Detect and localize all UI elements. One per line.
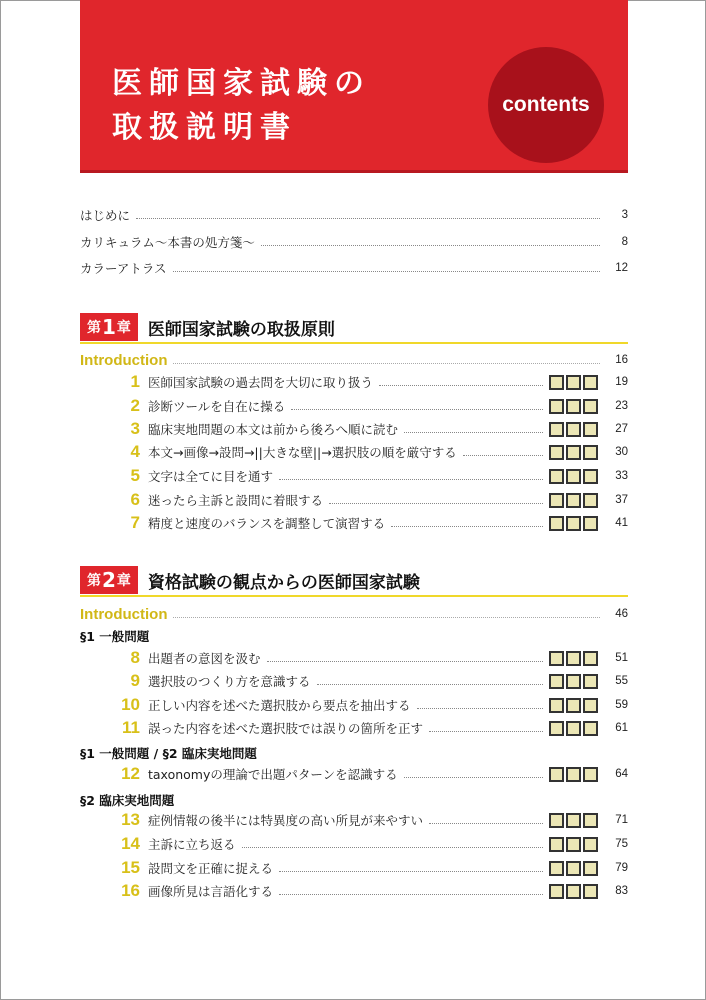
item-number: 11: [122, 718, 140, 737]
checkbox[interactable]: [583, 399, 598, 414]
item-number: 8: [130, 648, 140, 667]
leader-dots: [463, 455, 543, 456]
item-number: 14: [121, 834, 140, 853]
introduction-label: Introduction: [80, 605, 168, 623]
book-title-line2: 取扱説明書: [112, 110, 297, 145]
checkbox[interactable]: [583, 767, 598, 782]
item-page: 59: [615, 699, 628, 711]
chapter-label-suffix: 章: [116, 573, 131, 589]
book-title-line1: 医師国家試験の: [112, 66, 371, 101]
item-page: 37: [615, 494, 628, 506]
item-number: 5: [130, 466, 140, 485]
checkbox[interactable]: [549, 861, 564, 876]
leader-dots: [404, 777, 543, 778]
leader-dots: [242, 847, 543, 848]
checkbox[interactable]: [583, 674, 598, 689]
introduction-label: Introduction: [80, 351, 168, 369]
checkbox-group: [549, 445, 598, 460]
book-title: [112, 62, 371, 150]
toc-entry-page: 3: [621, 209, 628, 221]
toc-item[interactable]: [80, 808, 628, 832]
item-title: 出題者の意図を汲む: [148, 651, 261, 666]
item-page: 71: [615, 814, 628, 826]
item-title: 設問文を正確に捉える: [148, 861, 274, 876]
checkbox-group: [549, 698, 598, 713]
item-number: 13: [121, 810, 140, 829]
item-number: 12: [121, 764, 140, 783]
leader-dots: [317, 684, 543, 685]
checkbox[interactable]: [549, 837, 564, 852]
toc-item[interactable]: [80, 488, 628, 512]
checkbox-group: [549, 651, 598, 666]
toc-entry[interactable]: [80, 230, 628, 254]
checkbox-group: [549, 721, 598, 736]
item-number: 4: [130, 442, 140, 461]
item-number: 1: [130, 372, 140, 391]
checkbox[interactable]: [583, 422, 598, 437]
contents-badge: contents: [488, 47, 604, 163]
leader-dots: [173, 363, 600, 364]
checkbox[interactable]: [566, 469, 581, 484]
leader-dots: [429, 823, 543, 824]
item-page: 19: [615, 376, 628, 388]
item-title: 本文→画像→設問→||大きな壁||→選択肢の順を厳守する: [148, 445, 457, 460]
checkbox[interactable]: [549, 813, 564, 828]
leader-dots: [391, 526, 543, 527]
checkbox[interactable]: [549, 469, 564, 484]
item-title: 症例情報の後半には特異度の高い所見が来やすい: [148, 813, 424, 828]
leader-dots: [136, 218, 600, 219]
chapter-label-suffix: 章: [116, 320, 131, 336]
item-title: 迷ったら主訴と設問に着眼する: [148, 493, 324, 508]
checkbox-group: [549, 422, 598, 437]
checkbox[interactable]: [566, 884, 581, 899]
toc-item[interactable]: [80, 440, 628, 464]
chapter-2-label: [80, 566, 138, 594]
checkbox[interactable]: [583, 861, 598, 876]
checkbox-group: [549, 884, 598, 899]
checkbox[interactable]: [566, 813, 581, 828]
chapter-2-heading[interactable]: [80, 565, 628, 597]
checkbox[interactable]: [566, 721, 581, 736]
item-title: taxonomyの理論で出題パターンを認識する: [148, 767, 398, 782]
toc-entry-page: 46: [615, 608, 628, 620]
item-page: 79: [615, 862, 628, 874]
checkbox[interactable]: [549, 422, 564, 437]
checkbox[interactable]: [583, 445, 598, 460]
item-number: 3: [130, 419, 140, 438]
leader-dots: [173, 617, 600, 618]
item-page: 41: [615, 517, 628, 529]
item-page: 61: [615, 722, 628, 734]
toc-item[interactable]: [80, 417, 628, 441]
item-number: 7: [130, 513, 140, 532]
checkbox[interactable]: [549, 674, 564, 689]
chapter-label-prefix: 第: [87, 573, 101, 589]
item-number: 6: [130, 490, 140, 509]
toc-item[interactable]: [80, 394, 628, 418]
toc-item[interactable]: [80, 716, 628, 740]
toc-item[interactable]: [80, 693, 628, 717]
leader-dots: [291, 409, 543, 410]
checkbox-group: [549, 837, 598, 852]
checkbox[interactable]: [566, 422, 581, 437]
toc-entry-title: はじめに: [80, 208, 131, 223]
leader-dots: [267, 661, 543, 662]
section-heading: §1 一般問題 / §2 臨床実地問題: [80, 746, 257, 761]
item-page: 75: [615, 838, 628, 850]
item-title: 医師国家試験の過去問を大切に取り扱う: [148, 375, 374, 390]
item-page: 27: [615, 423, 628, 435]
item-page: 64: [615, 768, 628, 780]
toc-item[interactable]: [80, 669, 628, 693]
chapter-1-heading[interactable]: [80, 312, 628, 344]
toc-entry-page: 8: [621, 236, 628, 248]
item-page: 33: [615, 470, 628, 482]
header-banner: [80, 0, 628, 173]
toc-entry[interactable]: [80, 256, 628, 280]
toc-entry-title: カリキュラム〜本書の処方箋〜: [80, 235, 255, 250]
checkbox-group: [549, 861, 598, 876]
checkbox[interactable]: [583, 516, 598, 531]
leader-dots: [329, 503, 543, 504]
item-page: 51: [615, 652, 628, 664]
item-title: 誤った内容を述べた選択肢では誤りの箇所を正す: [148, 721, 424, 736]
item-title: 文字は全てに目を通す: [148, 469, 274, 484]
leader-dots: [429, 731, 543, 732]
checkbox[interactable]: [583, 651, 598, 666]
item-page: 83: [615, 885, 628, 897]
checkbox[interactable]: [549, 493, 564, 508]
toc-item[interactable]: [80, 832, 628, 856]
item-title: 臨床実地問題の本文は前から後ろへ順に読む: [148, 422, 399, 437]
checkbox[interactable]: [583, 493, 598, 508]
chapter-2-title: 資格試験の観点からの医師国家試験: [147, 572, 420, 593]
checkbox[interactable]: [583, 698, 598, 713]
checkbox-group: [549, 813, 598, 828]
checkbox-group: [549, 375, 598, 390]
checkbox[interactable]: [566, 651, 581, 666]
checkbox[interactable]: [583, 721, 598, 736]
chapter-1-introduction[interactable]: [80, 348, 628, 372]
checkbox[interactable]: [566, 767, 581, 782]
item-title: 主訴に立ち返る: [148, 837, 236, 852]
chapter-label-number: 2: [102, 568, 116, 592]
item-page: 23: [615, 400, 628, 412]
checkbox-group: [549, 516, 598, 531]
chapter-1-label: [80, 313, 138, 341]
checkbox[interactable]: [566, 698, 581, 713]
toc-item[interactable]: [80, 464, 628, 488]
leader-dots: [173, 271, 600, 272]
section-heading: §1 一般問題: [80, 629, 150, 644]
checkbox[interactable]: [566, 674, 581, 689]
checkbox[interactable]: [583, 837, 598, 852]
item-title: 診断ツールを自在に操る: [148, 399, 286, 414]
checkbox[interactable]: [566, 861, 581, 876]
checkbox[interactable]: [566, 493, 581, 508]
leader-dots: [404, 432, 543, 433]
item-number: 16: [121, 881, 140, 900]
section-heading: §2 臨床実地問題: [80, 793, 175, 808]
checkbox[interactable]: [566, 516, 581, 531]
toc-item[interactable]: [80, 370, 628, 394]
chapter-2-introduction[interactable]: [80, 602, 628, 626]
item-title: 選択肢のつくり方を意識する: [148, 674, 311, 689]
checkbox[interactable]: [566, 837, 581, 852]
checkbox[interactable]: [566, 399, 581, 414]
toc-entry-title: カラーアトラス: [80, 261, 167, 276]
leader-dots: [261, 245, 600, 246]
checkbox[interactable]: [549, 516, 564, 531]
item-page: 30: [615, 446, 628, 458]
checkbox[interactable]: [549, 721, 564, 736]
item-title: 正しい内容を述べた選択肢から要点を抽出する: [148, 698, 411, 713]
item-title: 画像所見は言語化する: [148, 884, 274, 899]
checkbox[interactable]: [549, 375, 564, 390]
leader-dots: [279, 894, 543, 895]
toc-item[interactable]: [80, 511, 628, 535]
item-number: 15: [121, 858, 140, 877]
checkbox[interactable]: [583, 469, 598, 484]
checkbox-group: [549, 469, 598, 484]
leader-dots: [417, 708, 543, 709]
item-number: 2: [130, 396, 140, 415]
toc-item[interactable]: [80, 879, 628, 903]
toc-entry-page: 16: [615, 354, 628, 366]
checkbox[interactable]: [549, 698, 564, 713]
checkbox[interactable]: [549, 884, 564, 899]
chapter-1-title: 医師国家試験の取扱原則: [147, 319, 335, 340]
item-page: 55: [615, 675, 628, 687]
toc-item[interactable]: [80, 646, 628, 670]
item-number: 9: [130, 671, 140, 690]
checkbox-group: [549, 767, 598, 782]
toc-item[interactable]: [80, 856, 628, 880]
checkbox[interactable]: [549, 651, 564, 666]
leader-dots: [279, 871, 543, 872]
chapter-label-number: 1: [102, 315, 116, 339]
checkbox[interactable]: [549, 767, 564, 782]
toc-entry-page: 12: [615, 262, 628, 274]
checkbox[interactable]: [566, 375, 581, 390]
checkbox[interactable]: [583, 375, 598, 390]
checkbox[interactable]: [549, 399, 564, 414]
checkbox[interactable]: [549, 445, 564, 460]
item-number: 10: [121, 695, 140, 714]
checkbox-group: [549, 493, 598, 508]
toc-item[interactable]: [80, 762, 628, 786]
checkbox[interactable]: [566, 445, 581, 460]
chapter-label-prefix: 第: [87, 320, 101, 336]
checkbox[interactable]: [583, 813, 598, 828]
checkbox-group: [549, 674, 598, 689]
checkbox-group: [549, 399, 598, 414]
checkbox[interactable]: [583, 884, 598, 899]
leader-dots: [379, 385, 543, 386]
leader-dots: [279, 479, 543, 480]
item-title: 精度と速度のバランスを調整して演習する: [148, 516, 386, 531]
toc-entry[interactable]: [80, 203, 628, 227]
